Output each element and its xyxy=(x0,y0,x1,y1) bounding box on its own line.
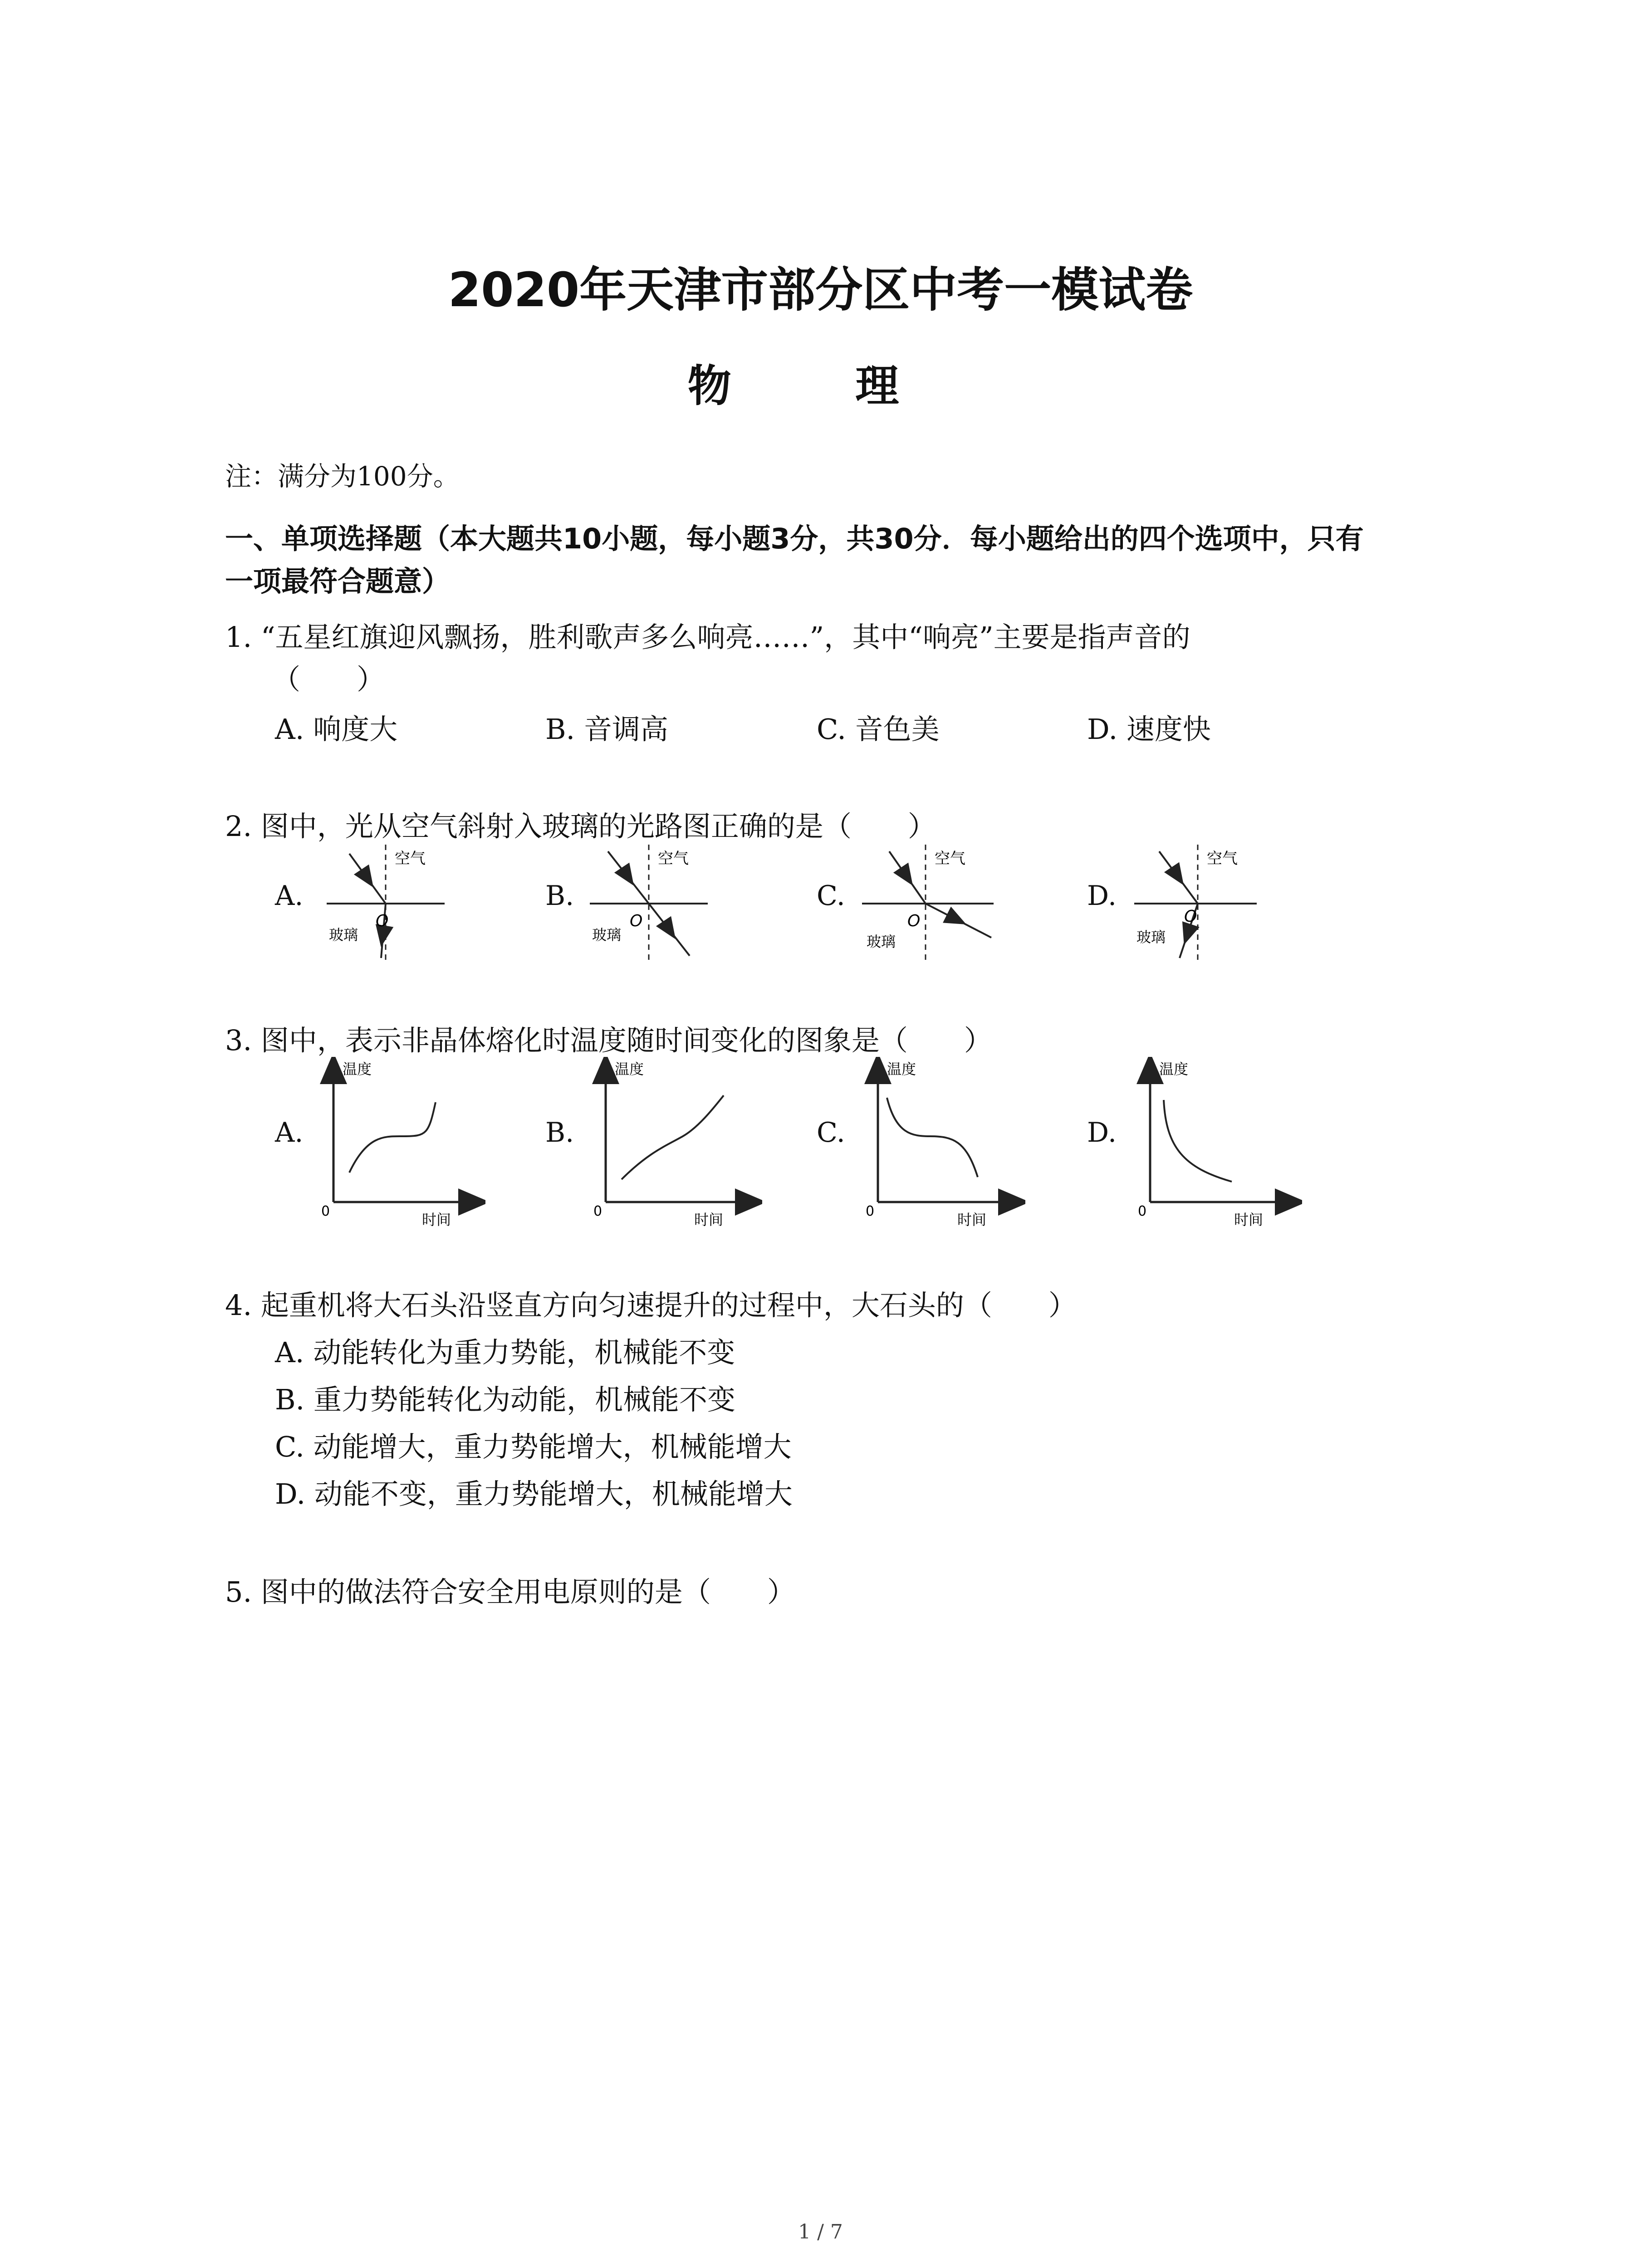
air-label: 空气 xyxy=(395,850,426,868)
section-heading-line1: 一、单项选择题（本大题共10小题，每小题3分，共30分．每小题给出的四个选项中，只有 xyxy=(225,522,1364,555)
glass-label: 玻璃 xyxy=(592,926,622,943)
question-1-stem: 1. “五星红旗迎风飘扬，胜利歌声多么响亮……”，其中“响亮”主要是指声音的 xyxy=(225,621,1190,654)
point-o-label: O xyxy=(376,912,389,930)
origin-label: 0 xyxy=(321,1203,330,1219)
question-2-diagram-a xyxy=(327,845,445,963)
question-5-stem: 5. 图中的做法符合安全用电原则的是（ ） xyxy=(225,1575,795,1608)
question-3-letter-a: A. xyxy=(275,1117,304,1149)
question-1-option-d: D. 速度快 xyxy=(1087,713,1211,746)
glass-label: 玻璃 xyxy=(1136,929,1166,946)
question-4-stem: 4. 起重机将大石头沿竖直方向匀速提升的过程中，大石头的（ ） xyxy=(225,1289,1077,1322)
question-3-stem: 3. 图中，表示非晶体熔化时温度随时间变化的图象是（ ） xyxy=(225,1024,992,1057)
glass-label: 玻璃 xyxy=(329,926,358,943)
x-axis-label: 时间 xyxy=(1234,1211,1264,1228)
y-axis-label: 温度 xyxy=(343,1061,372,1078)
question-4-option-b: B. 重力势能转化为动能，机械能不变 xyxy=(275,1383,735,1416)
point-o-label: O xyxy=(630,912,643,930)
y-axis-label: 温度 xyxy=(1159,1061,1189,1078)
question-3-graph-b xyxy=(585,1057,762,1229)
subject-title: 物 理 xyxy=(687,361,954,411)
origin-label: 0 xyxy=(593,1203,603,1219)
page-number: 1 / 7 xyxy=(798,2220,843,2244)
y-axis-label: 温度 xyxy=(615,1061,644,1078)
question-2-stem: 2. 图中，光从空气斜射入玻璃的光路图正确的是（ ） xyxy=(225,810,936,843)
section-heading-line2: 一项最符合题意） xyxy=(225,565,451,598)
question-3-letter-b: B. xyxy=(545,1117,574,1149)
question-2-diagram-d xyxy=(1134,845,1257,963)
point-o-label: O xyxy=(1184,907,1197,926)
question-2-letter-a: A. xyxy=(275,880,304,912)
question-1-option-c: C. 音色美 xyxy=(817,713,940,746)
question-2-diagram-b xyxy=(590,845,708,963)
air-label: 空气 xyxy=(935,850,965,868)
question-3-letter-d: D. xyxy=(1087,1117,1117,1149)
x-axis-label: 时间 xyxy=(957,1211,987,1228)
question-3-graph-a xyxy=(318,1057,485,1229)
question-3-graph-d xyxy=(1134,1057,1302,1229)
question-4-option-a: A. 动能转化为重力势能，机械能不变 xyxy=(275,1336,735,1369)
question-2-letter-d: D. xyxy=(1087,880,1117,912)
air-label: 空气 xyxy=(1207,850,1238,868)
question-1-answer-blank: （ ） xyxy=(272,663,385,696)
origin-label: 0 xyxy=(866,1203,875,1219)
question-2-letter-c: C. xyxy=(817,880,845,912)
y-axis-label: 温度 xyxy=(887,1061,916,1078)
question-1-option-b: B. 音调高 xyxy=(545,713,668,746)
question-4-option-d: D. 动能不变，重力势能增大，机械能增大 xyxy=(275,1477,793,1510)
origin-label: 0 xyxy=(1138,1203,1147,1219)
x-axis-label: 时间 xyxy=(694,1211,724,1228)
question-3-graph-c xyxy=(857,1057,1025,1229)
question-2-letter-b: B. xyxy=(545,880,574,912)
glass-label: 玻璃 xyxy=(867,933,896,950)
x-axis-label: 时间 xyxy=(422,1211,451,1228)
air-label: 空气 xyxy=(658,850,689,868)
score-note: 注：满分为100分。 xyxy=(225,461,460,492)
question-2-diagram-c xyxy=(862,845,994,963)
question-1-option-a: A. 响度大 xyxy=(275,713,398,746)
question-4-option-c: C. 动能增大，重力势能增大，机械能增大 xyxy=(275,1430,792,1463)
exam-title: 2020年天津市部分区中考一模试卷 xyxy=(448,262,1193,318)
point-o-label: O xyxy=(907,912,921,930)
question-3-letter-c: C. xyxy=(817,1117,845,1149)
